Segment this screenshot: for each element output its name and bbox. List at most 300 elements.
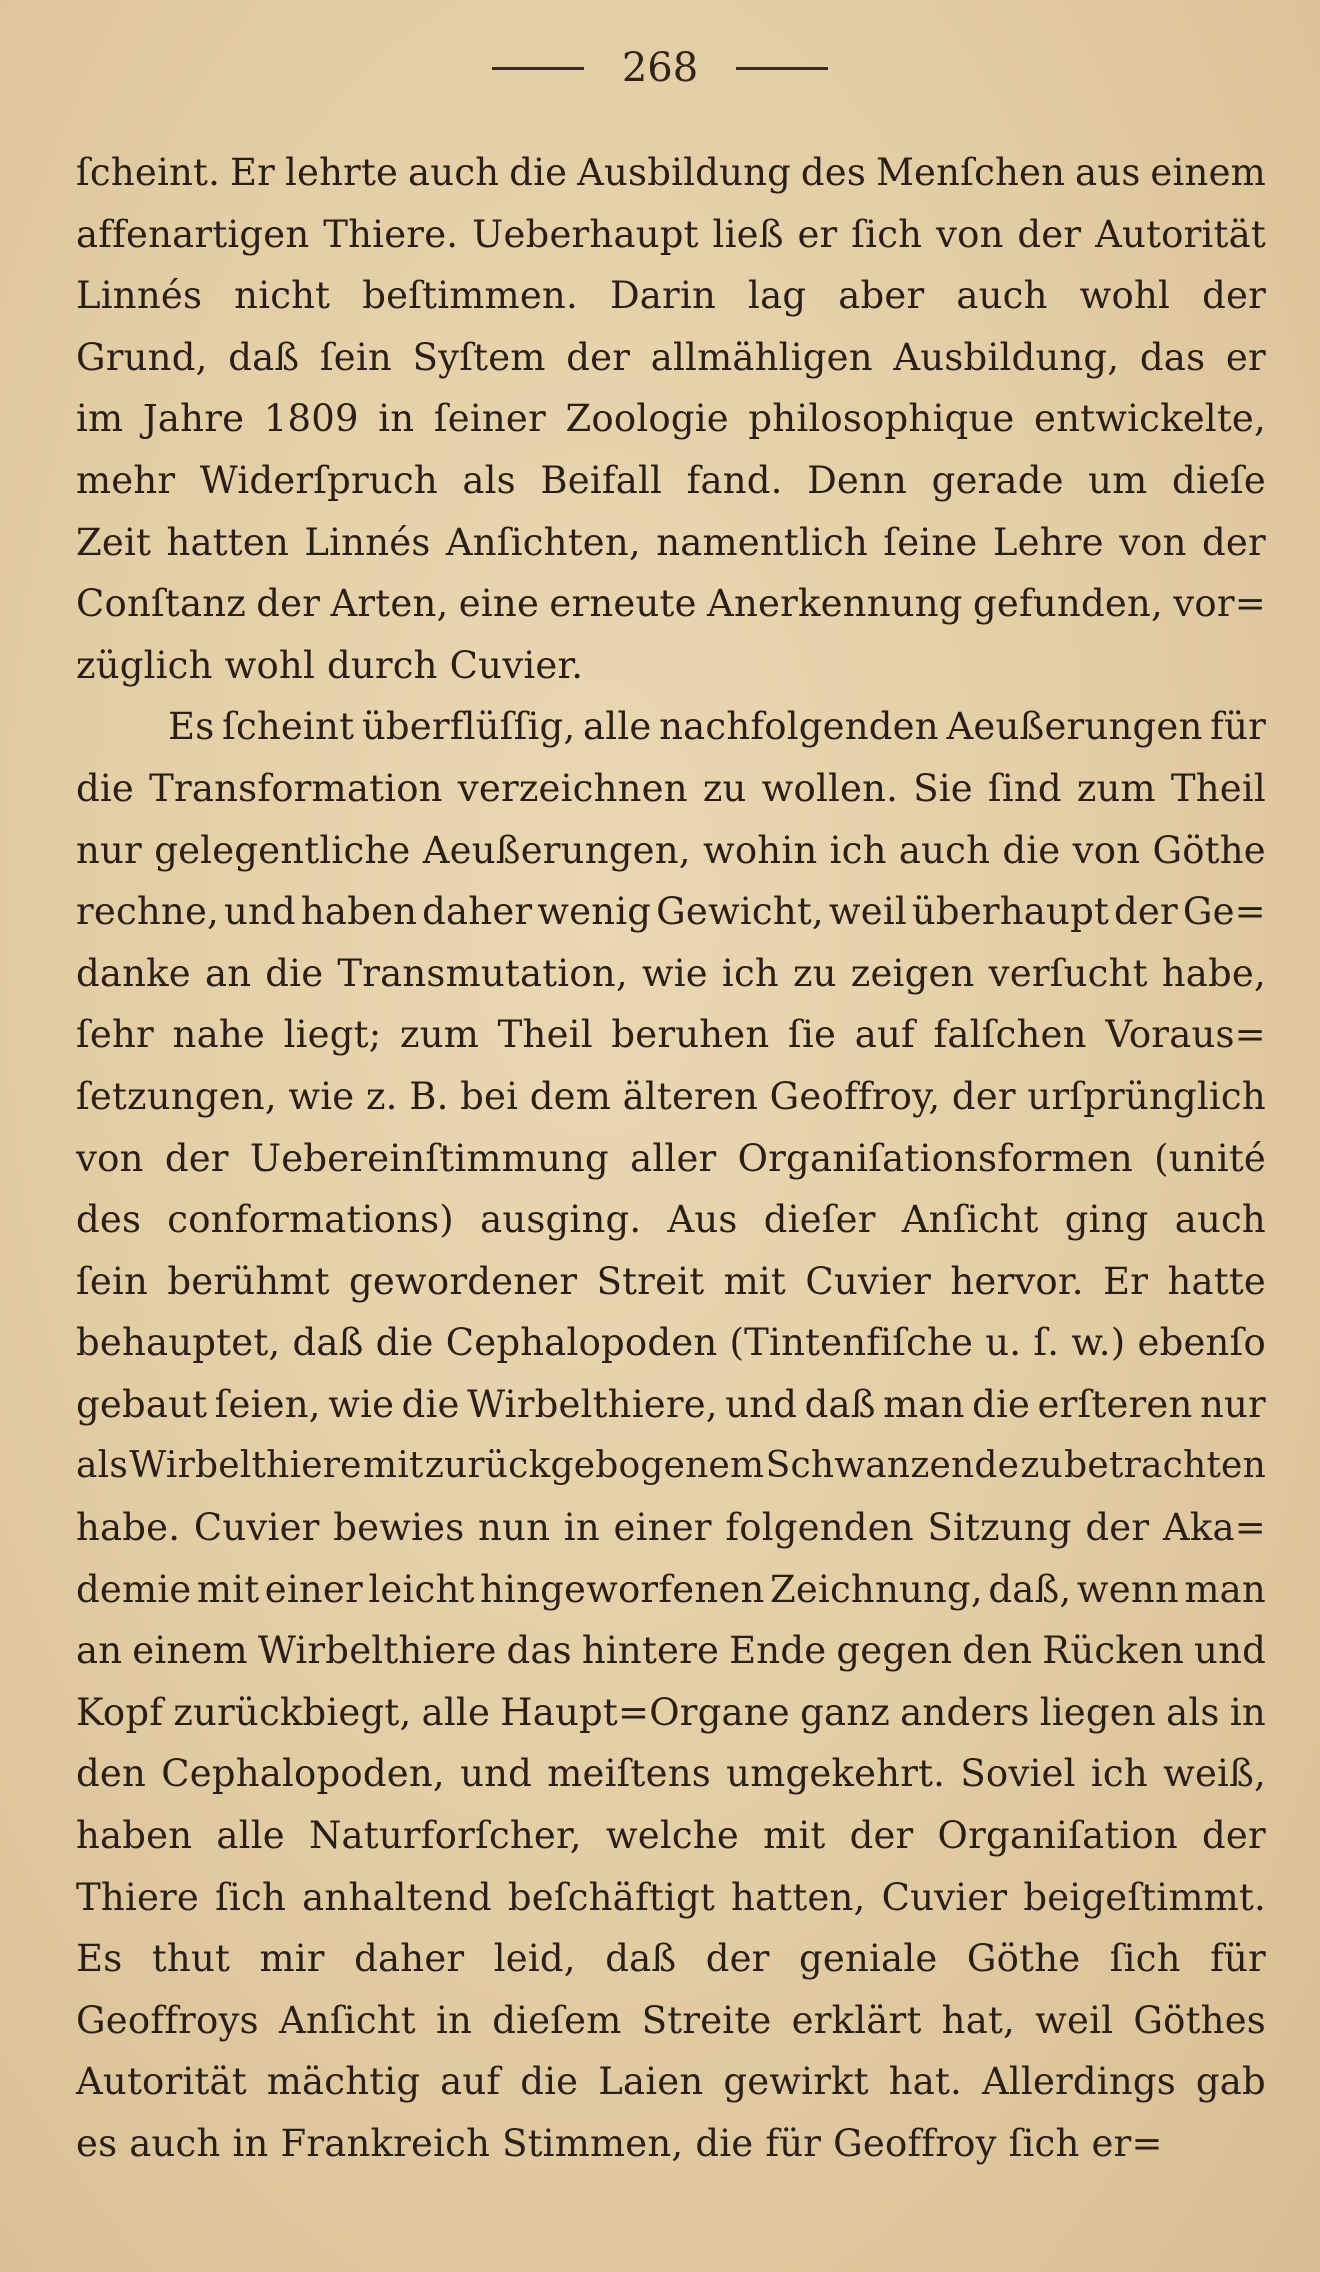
word: Er xyxy=(229,151,276,194)
text-line xyxy=(76,512,1266,574)
word: Grund, xyxy=(76,335,208,379)
word: hatten, xyxy=(730,1875,866,1919)
text-line xyxy=(76,758,1266,820)
word: ausging. xyxy=(480,1198,642,1242)
word: leid, xyxy=(493,1937,576,1981)
word: Es xyxy=(168,705,215,749)
word: urſprünglich xyxy=(1027,1074,1266,1118)
word: Allerdings xyxy=(981,2060,1176,2104)
word: bei xyxy=(460,1074,519,1118)
word: (Tintenfiſche xyxy=(729,1321,974,1365)
word: nur xyxy=(76,828,142,872)
word: ſich xyxy=(1109,1937,1181,1981)
word: hatten xyxy=(166,520,290,564)
word: auch xyxy=(408,151,500,194)
word: ließ xyxy=(712,212,784,256)
word: Syſtem xyxy=(412,335,546,379)
word: alle xyxy=(583,705,652,749)
word: ſind xyxy=(987,766,1062,810)
word: Streite xyxy=(641,1998,772,2042)
text-line xyxy=(76,1990,1266,2052)
word: Wirbelthiere xyxy=(257,1629,497,1673)
word: Zeit xyxy=(76,520,152,564)
word: z. xyxy=(365,1074,398,1118)
word: älteren xyxy=(622,1074,759,1118)
word: Thiere. xyxy=(323,212,459,256)
word: daß xyxy=(228,335,300,379)
word: weil xyxy=(1035,1998,1114,2042)
word: zu xyxy=(702,766,747,810)
word: erneute xyxy=(549,582,697,626)
word: conformations) xyxy=(167,1198,454,1242)
word: B. xyxy=(409,1074,449,1118)
word: Aeußerungen, xyxy=(422,828,691,872)
word: Gewicht, xyxy=(656,890,824,934)
word: Theil xyxy=(497,1013,593,1057)
word: dieſem xyxy=(492,1998,622,2042)
word: hintere xyxy=(581,1629,720,1673)
word: erſteren xyxy=(1037,1382,1193,1426)
word: der xyxy=(566,335,631,379)
word: Theil xyxy=(1170,766,1266,810)
page-number: 268 xyxy=(621,45,699,91)
header-rule-left xyxy=(492,67,584,70)
word: einem xyxy=(132,1629,248,1673)
word: das xyxy=(1139,335,1206,379)
word: gebaut xyxy=(76,1382,208,1426)
word: Denn xyxy=(807,458,908,502)
text-line xyxy=(76,1312,1266,1374)
word: meiſtens xyxy=(547,1752,711,1796)
text-line xyxy=(76,1128,1266,1190)
word: Streit xyxy=(596,1259,705,1303)
word: er xyxy=(797,212,838,256)
word: Voraus= xyxy=(1105,1013,1266,1057)
word: Geoffroys xyxy=(76,1998,259,2042)
word: Wirbelthiere, xyxy=(467,1382,718,1426)
text-line xyxy=(76,450,1266,512)
word: wenn xyxy=(1076,1567,1179,1611)
word: der xyxy=(1202,520,1266,564)
word: rechne, xyxy=(76,890,220,934)
word: ſehr xyxy=(76,1013,154,1057)
word: man xyxy=(1184,1567,1266,1611)
word: Linnés xyxy=(304,520,431,564)
word: nahe xyxy=(172,1013,265,1057)
word: Conſtanz xyxy=(76,582,246,626)
text-line xyxy=(76,265,1266,327)
word: hatte xyxy=(1167,1259,1266,1303)
word: Ueberhaupt xyxy=(472,212,699,256)
word: wie xyxy=(328,1382,395,1426)
text-line xyxy=(76,1435,1266,1497)
word: bewies xyxy=(333,1506,465,1550)
word: Anſichten, xyxy=(445,520,641,564)
word: ich xyxy=(721,951,779,995)
word: beſchäftigt xyxy=(507,1875,715,1919)
word: Zeichnung, xyxy=(769,1567,983,1611)
word: einer xyxy=(264,1567,363,1611)
word: ich xyxy=(829,828,887,872)
word: Cephalopoden xyxy=(445,1321,718,1365)
word: auch xyxy=(1174,1198,1266,1242)
word: alle xyxy=(216,1814,285,1858)
word: ſetzungen, xyxy=(76,1074,277,1118)
word: auch xyxy=(956,274,1048,318)
word: beſtimmen. xyxy=(362,274,578,318)
word: Anſicht xyxy=(278,1998,416,2042)
word: ſich xyxy=(851,212,923,256)
word: von xyxy=(935,212,1004,256)
word: der xyxy=(849,1814,914,1858)
word: in xyxy=(436,1998,473,2042)
word: daher xyxy=(354,1937,465,1981)
word: daß, xyxy=(988,1567,1072,1611)
word: behauptet, xyxy=(76,1321,281,1365)
word: nicht xyxy=(234,274,331,318)
word: namentlich xyxy=(656,520,868,564)
word: weiß, xyxy=(1163,1752,1266,1796)
word: Aus xyxy=(667,1198,738,1242)
word: habe, xyxy=(1161,951,1266,995)
word: Ausbildung xyxy=(577,151,792,194)
word: man xyxy=(883,1382,965,1426)
word: auf xyxy=(854,1013,915,1057)
word: lehrte xyxy=(284,151,399,194)
word: gegen xyxy=(836,1629,953,1673)
word: thut xyxy=(151,1937,231,1981)
text-line xyxy=(76,881,1266,943)
word: gab xyxy=(1195,2060,1266,2104)
word: fand. xyxy=(686,458,783,502)
word: wenig xyxy=(537,890,652,934)
word: von xyxy=(1119,520,1187,564)
page-header xyxy=(0,38,1320,98)
word: betrachten xyxy=(1064,1445,1266,1487)
word: ganz xyxy=(800,1690,890,1734)
word: entwickelte, xyxy=(1034,397,1266,441)
word: Göthe xyxy=(1152,828,1266,872)
word: berühmt xyxy=(167,1259,330,1303)
word: zurückgebogenem xyxy=(424,1445,765,1487)
text-line xyxy=(76,573,1266,635)
word: auf xyxy=(440,2060,501,2104)
word: Cephalopoden, xyxy=(161,1752,445,1796)
word: die xyxy=(401,1382,460,1426)
word: den xyxy=(76,1752,147,1796)
word: Widerſpruch xyxy=(199,458,438,502)
word: Cuvier xyxy=(805,1259,931,1303)
text-line xyxy=(76,1805,1266,1867)
word: an xyxy=(204,951,252,995)
word: die xyxy=(509,151,568,194)
word: affenartigen xyxy=(76,212,310,256)
word: als xyxy=(462,458,516,502)
word: umgekehrt. xyxy=(726,1752,946,1796)
word: ich xyxy=(1090,1752,1148,1796)
word: das xyxy=(506,1629,572,1673)
word: der xyxy=(1202,274,1266,318)
text-line xyxy=(76,1620,1266,1682)
word: von xyxy=(76,1136,144,1180)
word: für xyxy=(1210,705,1266,749)
word: Er xyxy=(1103,1259,1149,1303)
word: auch xyxy=(898,828,991,872)
word: Ge= xyxy=(1182,890,1266,934)
word: in xyxy=(378,397,415,441)
word: ſie xyxy=(788,1013,837,1057)
word: Anerkennung xyxy=(707,582,963,626)
word: daß xyxy=(292,1321,364,1365)
word: Göthe xyxy=(966,1937,1081,1981)
word: u. xyxy=(985,1321,1022,1365)
word: Cuvier xyxy=(193,1506,320,1550)
word: hat, xyxy=(941,1998,1015,2042)
word: den xyxy=(962,1629,1033,1673)
word: beigeſtimmt. xyxy=(1023,1875,1266,1919)
word: überflüſſig, xyxy=(361,705,576,749)
word: Zoologie xyxy=(565,397,729,441)
word: daß xyxy=(804,1382,876,1426)
word: die xyxy=(520,2060,579,2104)
text-line xyxy=(76,1682,1266,1744)
word: ſeine xyxy=(883,520,978,564)
word: und xyxy=(223,890,296,934)
word: leicht xyxy=(368,1567,475,1611)
word: dieſer xyxy=(763,1198,876,1242)
word: als xyxy=(76,1445,129,1487)
word: der xyxy=(256,582,321,626)
word: Ausbildung, xyxy=(893,335,1120,379)
word: Uebereinſtimmung xyxy=(249,1136,609,1180)
text-line xyxy=(76,1928,1266,1990)
word: an xyxy=(76,1629,123,1673)
word: Transformation xyxy=(149,766,443,810)
word: dieſe xyxy=(1171,458,1266,502)
word: Rücken xyxy=(1042,1629,1185,1673)
word: nun xyxy=(478,1506,551,1550)
word: beruhen xyxy=(611,1013,770,1057)
text-line xyxy=(76,1066,1266,1128)
word: haben xyxy=(76,1814,193,1858)
word: für xyxy=(1210,1937,1266,1981)
word: Naturforſcher, xyxy=(308,1814,582,1858)
word: w.) xyxy=(1071,1321,1126,1365)
word: überhaupt xyxy=(911,890,1110,934)
word: haben xyxy=(300,890,418,934)
word: ſcheint xyxy=(222,705,355,749)
word: er xyxy=(1225,335,1266,379)
word: Cuvier xyxy=(881,1875,1008,1919)
word: zurückbiegt, xyxy=(173,1690,412,1734)
word: gewordener xyxy=(349,1259,578,1303)
word: die xyxy=(265,951,324,995)
word: der xyxy=(164,1136,229,1180)
text-line xyxy=(76,943,1266,1005)
word: die xyxy=(1002,828,1061,872)
text-line xyxy=(76,1189,1266,1251)
text-line xyxy=(76,388,1266,450)
word: Beifall xyxy=(540,458,663,502)
word: folgenden xyxy=(725,1506,914,1550)
text-line xyxy=(76,1497,1266,1559)
word: mir xyxy=(259,1937,325,1981)
word: erklärt xyxy=(791,1998,922,2042)
text-line xyxy=(76,696,1266,758)
word: Organiſation xyxy=(937,1814,1178,1858)
word: mächtig xyxy=(266,2060,421,2104)
word: (unité xyxy=(1154,1136,1266,1180)
word: daß xyxy=(605,1937,677,1981)
text-line: züglich wohl durch Cuvier. xyxy=(76,643,584,687)
word: Lehre xyxy=(992,520,1104,564)
word: wollen. xyxy=(761,766,899,810)
text-line xyxy=(76,327,1266,389)
word: mit xyxy=(763,1814,826,1858)
word: Geoffroy, xyxy=(769,1074,941,1118)
word: der xyxy=(705,1937,770,1981)
word: Autorität xyxy=(1095,212,1266,256)
word: zum xyxy=(1076,766,1156,810)
word: und xyxy=(725,1382,798,1426)
word: der xyxy=(1113,890,1178,934)
word: Jahre xyxy=(142,397,245,441)
header-rule-right xyxy=(736,67,828,70)
word: Autorität xyxy=(76,2060,247,2104)
word: mit xyxy=(196,1567,260,1611)
word: hat. xyxy=(888,2060,963,2104)
word: nur xyxy=(1199,1382,1266,1426)
word: Organiſationsformen xyxy=(737,1136,1133,1180)
word: wohl xyxy=(1079,274,1171,318)
word: dem xyxy=(529,1074,612,1118)
word: falſchen xyxy=(933,1013,1087,1057)
word: Linnés xyxy=(76,274,203,318)
word: zu xyxy=(792,951,837,995)
word: liegt; xyxy=(283,1013,382,1057)
word: Aka= xyxy=(1162,1506,1266,1550)
word: demie xyxy=(76,1567,192,1611)
word: Thiere xyxy=(76,1875,200,1919)
word: danke xyxy=(76,951,191,995)
word: um xyxy=(1088,458,1148,502)
word: Transmutation, xyxy=(337,951,628,995)
word: anhaltend xyxy=(302,1875,492,1919)
word: und xyxy=(460,1752,533,1796)
word: gefunden, xyxy=(973,582,1163,626)
word: des xyxy=(76,1198,142,1242)
word: welche xyxy=(605,1814,739,1858)
word: Wirbelthiere xyxy=(129,1445,362,1487)
word: der xyxy=(1085,1506,1150,1550)
word: aus xyxy=(1075,151,1141,194)
word: in xyxy=(1229,1690,1266,1734)
word: wie xyxy=(288,1074,355,1118)
text-line xyxy=(76,1867,1266,1929)
word: nachfolgenden xyxy=(659,705,939,749)
word: gerade xyxy=(931,458,1064,502)
word: philosophique xyxy=(748,397,1015,441)
word: gelegentliche xyxy=(154,828,411,872)
word: die xyxy=(375,1321,434,1365)
word: ſich xyxy=(215,1875,286,1919)
word: ſeien, xyxy=(214,1382,321,1426)
word: Sitzung xyxy=(927,1506,1072,1550)
word: Kopf xyxy=(76,1690,164,1734)
word: zum xyxy=(400,1013,480,1057)
body-text xyxy=(76,142,1266,2175)
word: ging xyxy=(1064,1198,1149,1242)
word: Soviel xyxy=(960,1752,1076,1796)
word: in xyxy=(563,1506,600,1550)
word: Göthes xyxy=(1133,1998,1266,2042)
text-line xyxy=(76,820,1266,882)
word: zeigen xyxy=(850,951,975,995)
word: alle xyxy=(421,1690,491,1734)
word: eine xyxy=(458,582,540,626)
word: allmähligen xyxy=(650,335,873,379)
text-line xyxy=(76,142,1266,204)
word: Ende xyxy=(729,1629,827,1673)
word: Menſchen xyxy=(875,151,1066,194)
text-line xyxy=(76,1251,1266,1313)
word: im xyxy=(76,397,124,441)
text-line xyxy=(76,1559,1266,1621)
word: wohin xyxy=(702,828,818,872)
word: mit xyxy=(723,1259,786,1303)
word: die xyxy=(76,766,135,810)
word: habe. xyxy=(76,1506,181,1550)
word: Darin xyxy=(609,274,717,318)
word: Aeußerungen xyxy=(946,705,1203,749)
word: einer xyxy=(613,1506,712,1550)
word: gewirkt xyxy=(723,2060,869,2104)
word: ebenſo xyxy=(1137,1321,1266,1365)
word: als xyxy=(1166,1690,1220,1734)
word: Sie xyxy=(913,766,973,810)
text-line xyxy=(76,2051,1266,2113)
word: anders xyxy=(900,1690,1030,1734)
word: mit xyxy=(362,1445,424,1487)
word: weil xyxy=(828,890,907,934)
word: wie xyxy=(641,951,708,995)
word: liegen xyxy=(1039,1690,1156,1734)
word: die xyxy=(972,1382,1031,1426)
word: lag xyxy=(748,274,807,318)
word: Schwanzende xyxy=(765,1445,1020,1487)
word: der xyxy=(951,1074,1016,1118)
text-line: es auch in Frankreich Stimmen, die für Geoffroy ſich er= xyxy=(76,2122,1163,2165)
word: ſein xyxy=(319,335,392,379)
word: 1809 xyxy=(263,397,359,441)
word: verſucht xyxy=(988,951,1148,995)
word: ſeiner xyxy=(433,397,546,441)
word: ſein xyxy=(76,1259,149,1303)
word: aber xyxy=(838,274,925,318)
word: von xyxy=(1072,828,1141,872)
word: ſcheint. xyxy=(76,151,221,194)
text-line xyxy=(76,204,1266,266)
word: ſ. xyxy=(1033,1321,1060,1365)
word: der xyxy=(1017,212,1082,256)
word: hervor. xyxy=(950,1259,1084,1303)
word: verzeichnen xyxy=(457,766,688,810)
word: Anſicht xyxy=(901,1198,1039,1242)
word: des xyxy=(800,151,867,194)
word: Laien xyxy=(598,2060,704,2104)
word: vor= xyxy=(1173,582,1266,626)
word: geniale xyxy=(799,1937,938,1981)
